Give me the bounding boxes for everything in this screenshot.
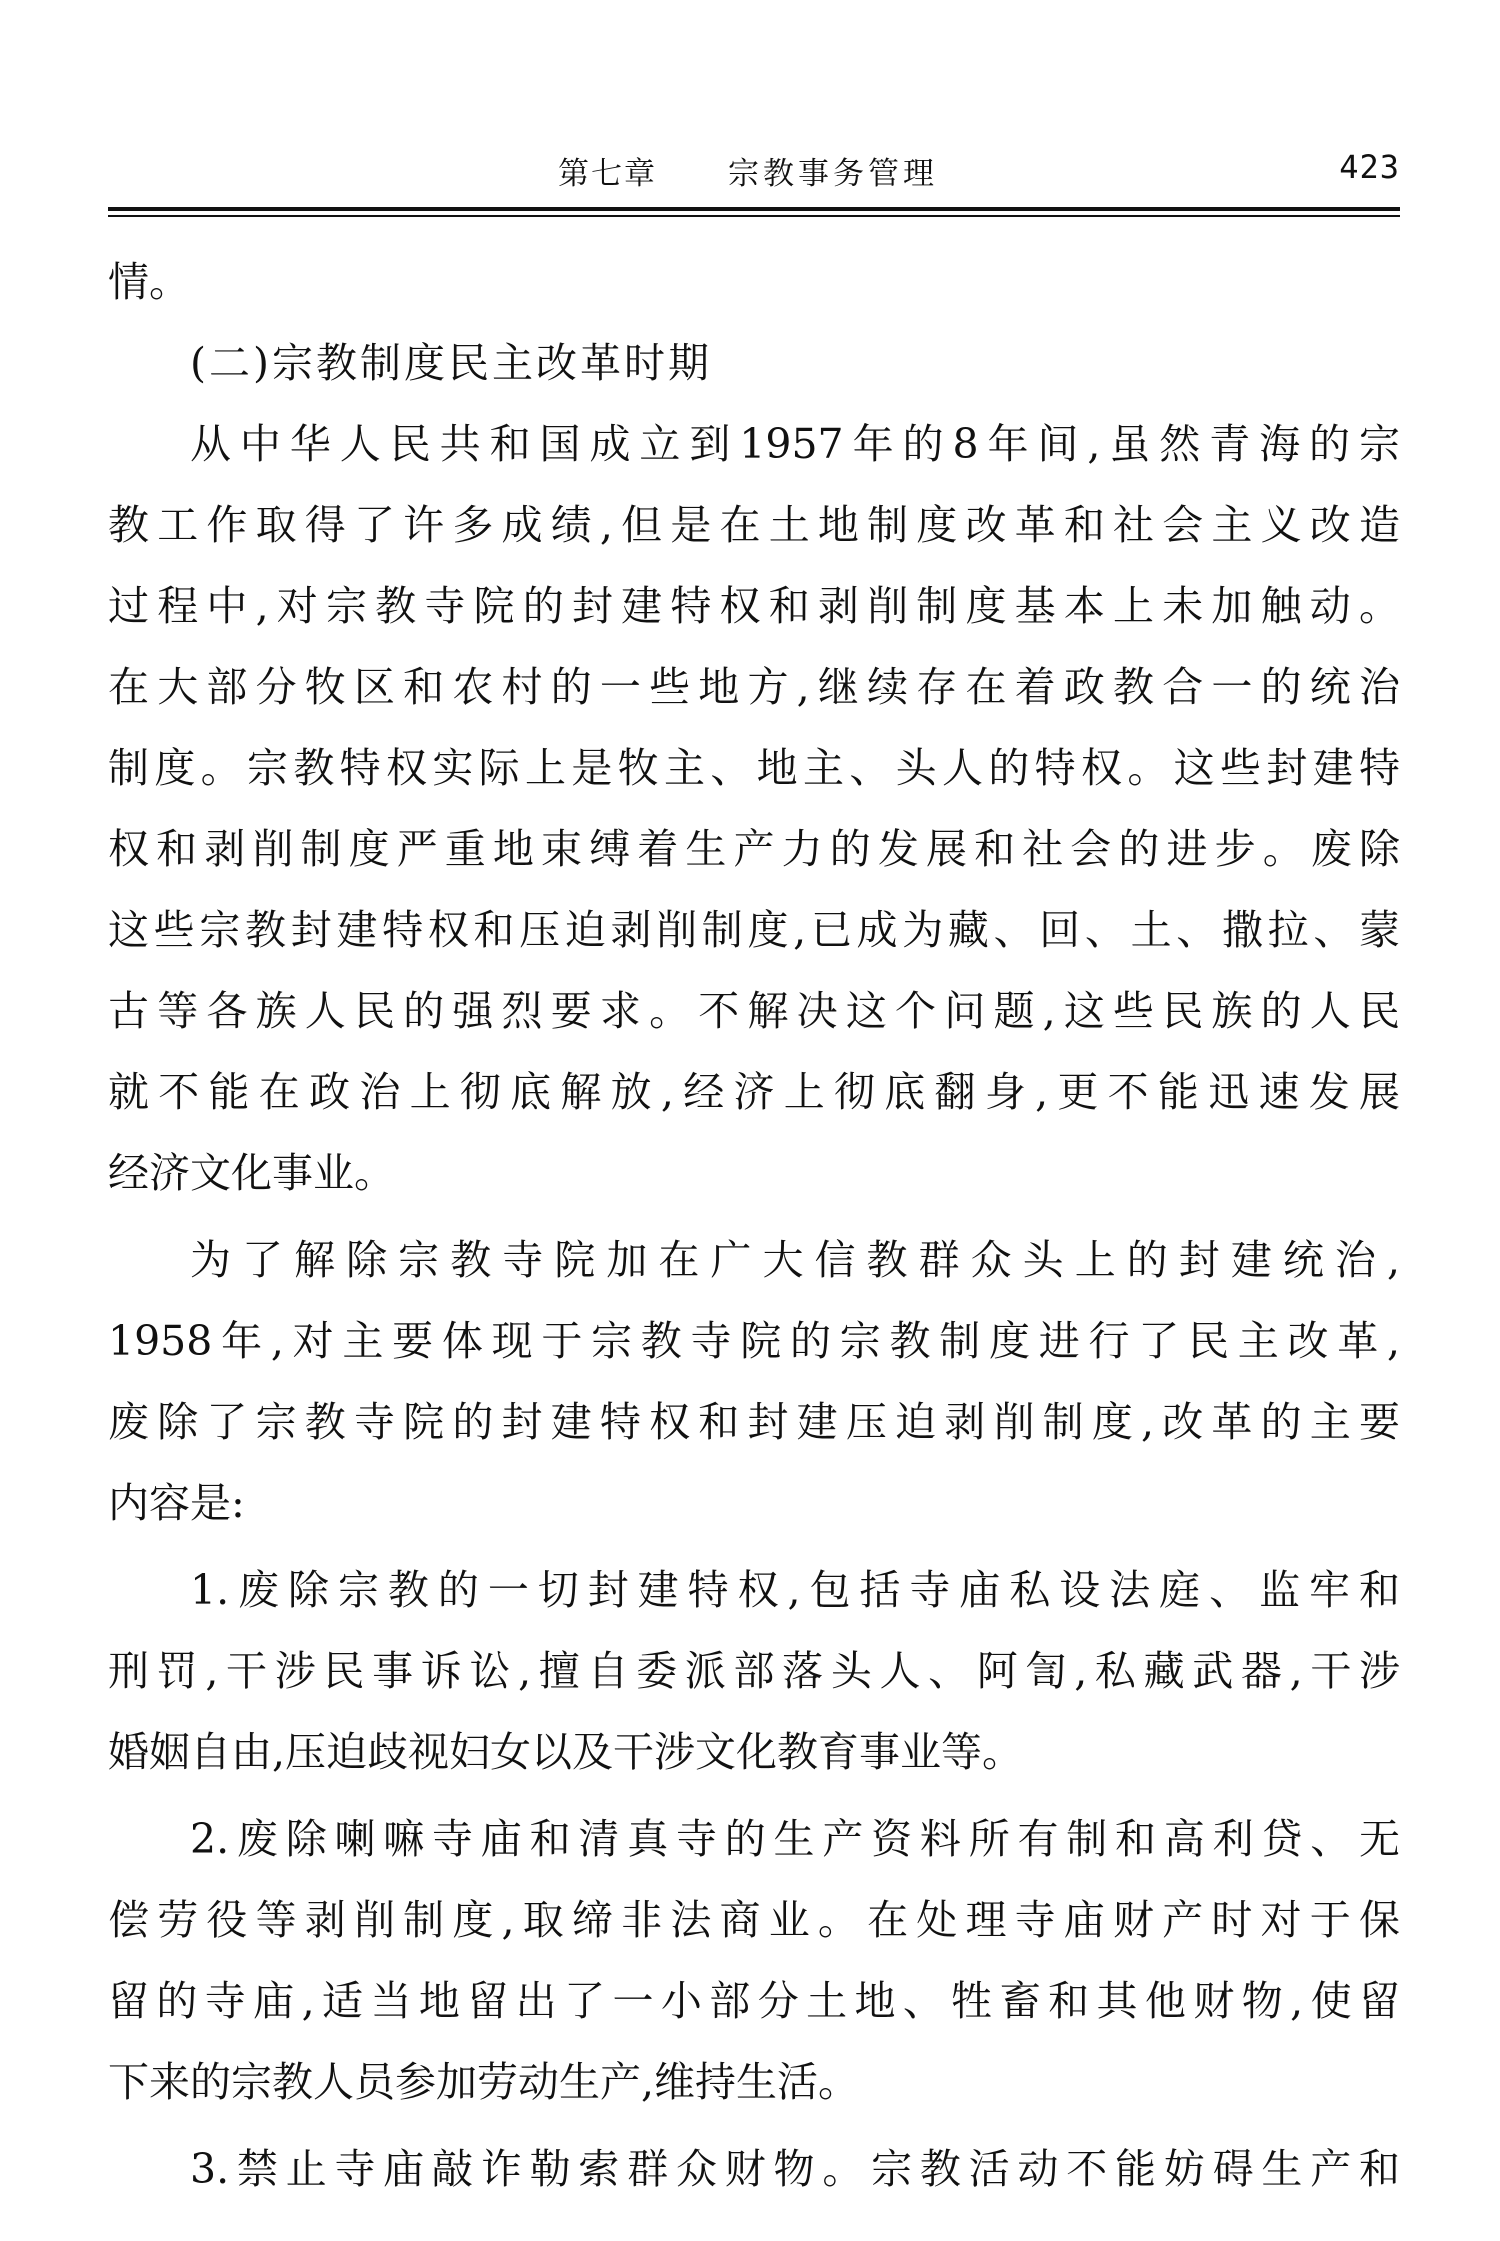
text-line: 内容是: — [108, 1479, 245, 1527]
text-line: 教工作取得了许多成绩,但是在土地制度改革和社会主义改造 — [108, 501, 1400, 549]
header-rule-thick — [108, 207, 1400, 211]
text-line: 刑罚,干涉民事诉讼,擅自委派部落头人、阿訇,私藏武器,干涉 — [108, 1647, 1400, 1695]
running-header — [108, 148, 1400, 196]
text-line: 经济文化事业。 — [108, 1149, 395, 1197]
text-line: 情。 — [108, 258, 190, 306]
section-title: 宗教事务管理 — [728, 156, 938, 192]
text-line: 在大部分牧区和农村的一些地方,继续存在着政教合一的统治 — [108, 663, 1400, 711]
section-heading: (二)宗教制度民主改革时期 — [190, 339, 712, 387]
text-line: 这些宗教封建特权和压迫剥削制度,已成为藏、回、土、撒拉、蒙 — [108, 906, 1400, 954]
text-line: 留的寺庙,适当地留出了一小部分土地、牲畜和其他财物,使留 — [108, 1977, 1400, 2025]
text-line: 1958年,对主要体现于宗教寺院的宗教制度进行了民主改革, — [108, 1317, 1400, 1365]
text-line: 偿劳役等剥削制度,取缔非法商业。在处理寺庙财产时对于保 — [108, 1896, 1400, 1944]
text-line: 为了解除宗教寺院加在广大信教群众头上的封建统治, — [190, 1236, 1400, 1284]
header-rule-thin — [108, 215, 1400, 217]
page-number: 423 — [1339, 148, 1400, 186]
text-line: 下来的宗教人员参加劳动生产,维持生活。 — [108, 2058, 860, 2106]
chapter-label: 第七章 — [558, 156, 657, 192]
text-line: 权和剥削制度严重地束缚着生产力的发展和社会的进步。废除 — [108, 825, 1400, 873]
text-line: 婚姻自由,压迫歧视妇女以及干涉文化教育事业等。 — [108, 1728, 1024, 1776]
text-line: 废除了宗教寺院的封建特权和封建压迫剥削制度,改革的主要 — [108, 1398, 1400, 1446]
text-line: 3.禁止寺庙敲诈勒索群众财物。宗教活动不能妨碍生产和 — [190, 2145, 1400, 2193]
text-line: 从中华人民共和国成立到1957年的8年间,虽然青海的宗 — [190, 420, 1400, 468]
text-line: 古等各族人民的强烈要求。不解决这个问题,这些民族的人民 — [108, 987, 1400, 1035]
body-text — [108, 250, 1400, 2218]
text-line: 制度。宗教特权实际上是牧主、地主、头人的特权。这些封建特 — [108, 744, 1400, 792]
text-line: 过程中,对宗教寺院的封建特权和剥削制度基本上未加触动。 — [108, 582, 1400, 630]
text-line: 就不能在政治上彻底解放,经济上彻底翻身,更不能迅速发展 — [108, 1068, 1400, 1116]
text-line: 2.废除喇嘛寺庙和清真寺的生产资料所有制和高利贷、无 — [190, 1815, 1400, 1863]
text-line: 1.废除宗教的一切封建特权,包括寺庙私设法庭、监牢和 — [190, 1566, 1400, 1614]
